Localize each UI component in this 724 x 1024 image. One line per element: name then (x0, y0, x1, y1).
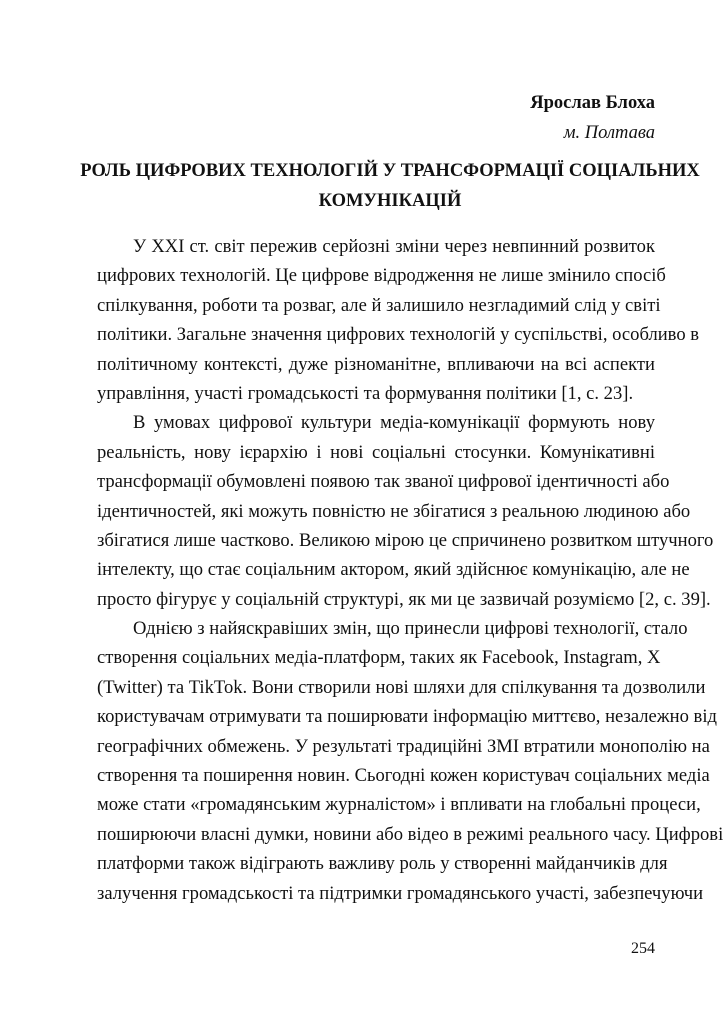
text-line: В умовах цифрової культури медіа-комунікації формують нову (133, 412, 655, 434)
text-line: ідентичностей, які можуть повністю не збігатися з реальною людиною або (97, 500, 691, 522)
text-line: трансформації обумовлені появою так званої цифрової ідентичності або (97, 471, 670, 493)
paragraph (97, 408, 714, 614)
text-line: (Twitter) та TikTok. Вони створили нові шляхи для спілкування та дозволили (97, 676, 706, 698)
title-line: КОМУНІКАЦІЙ (318, 191, 462, 211)
article-body (97, 232, 724, 908)
article-title (60, 156, 720, 216)
text-line: залучення громадськості та підтримки громадянського участі, забезпечуючи (97, 882, 704, 904)
author-name: Ярослав Блоха (530, 93, 655, 113)
text-line: реальність, нову ієрархію і нові соціальні стосунки. Комунікативні (97, 441, 655, 463)
text-line: користувачам отримувати та поширювати інформацію миттєво, незалежно від (97, 706, 717, 728)
text-line: може стати «громадянським журналістом» і впливати на глобальні процеси, (97, 794, 701, 816)
text-line: Однією з найяскравіших змін, що принесли цифрові технології, стало (133, 618, 688, 640)
text-line: створення соціальних медіа-платформ, таких як Facebook, Instagram, X (97, 647, 661, 669)
text-line: політичному контексті, дуже різноманітне, впливаючи на всі аспекти (97, 353, 655, 375)
paragraph (97, 232, 700, 408)
text-line: інтелекту, що стає соціальним актором, який здійснює комунікацію, але не (97, 559, 690, 581)
title-line: РОЛЬ ЦИФРОВИХ ТЕХНОЛОГІЙ У ТРАНСФОРМАЦІЇ СОЦІАЛЬНИХ (80, 161, 700, 181)
text-line: поширюючи власні думки, новини або відео в режимі реального часу. Цифрові (97, 823, 724, 845)
text-line: У XXI ст. світ пережив серйозні зміни через невпинний розвиток (133, 236, 655, 257)
text-line: географічних обмежень. У результаті традиційні ЗМІ втратили монополію на (97, 735, 710, 757)
text-line: платформи також відіграють важливу роль у створенні майданчиків для (97, 853, 668, 875)
text-line: управління, участі громадськості та формування політики [1, с. 23]. (97, 382, 634, 404)
text-line: створення та поширення новин. Сьогодні кожен користувач соціальних медіа (97, 765, 710, 787)
text-line: політики. Загальне значення цифрових технологій у суспільстві, особливо в (97, 324, 700, 346)
text-line: збігатися лише частково. Великою мірою це спричинено розвитком штучного (97, 529, 714, 551)
page-number: 254 (631, 940, 655, 957)
paragraph (97, 614, 724, 908)
text-line: цифрових технологій. Це цифрове відродження не лише змінило спосіб (97, 265, 666, 287)
author-city: м. Полтава (563, 123, 655, 143)
text-line: просто фігурує у соціальній структурі, як ми це зазвичай розуміємо [2, с. 39]. (97, 588, 711, 610)
text-line: спілкування, роботи та розваг, але й залишило незгладимий слід у світі (97, 294, 661, 316)
